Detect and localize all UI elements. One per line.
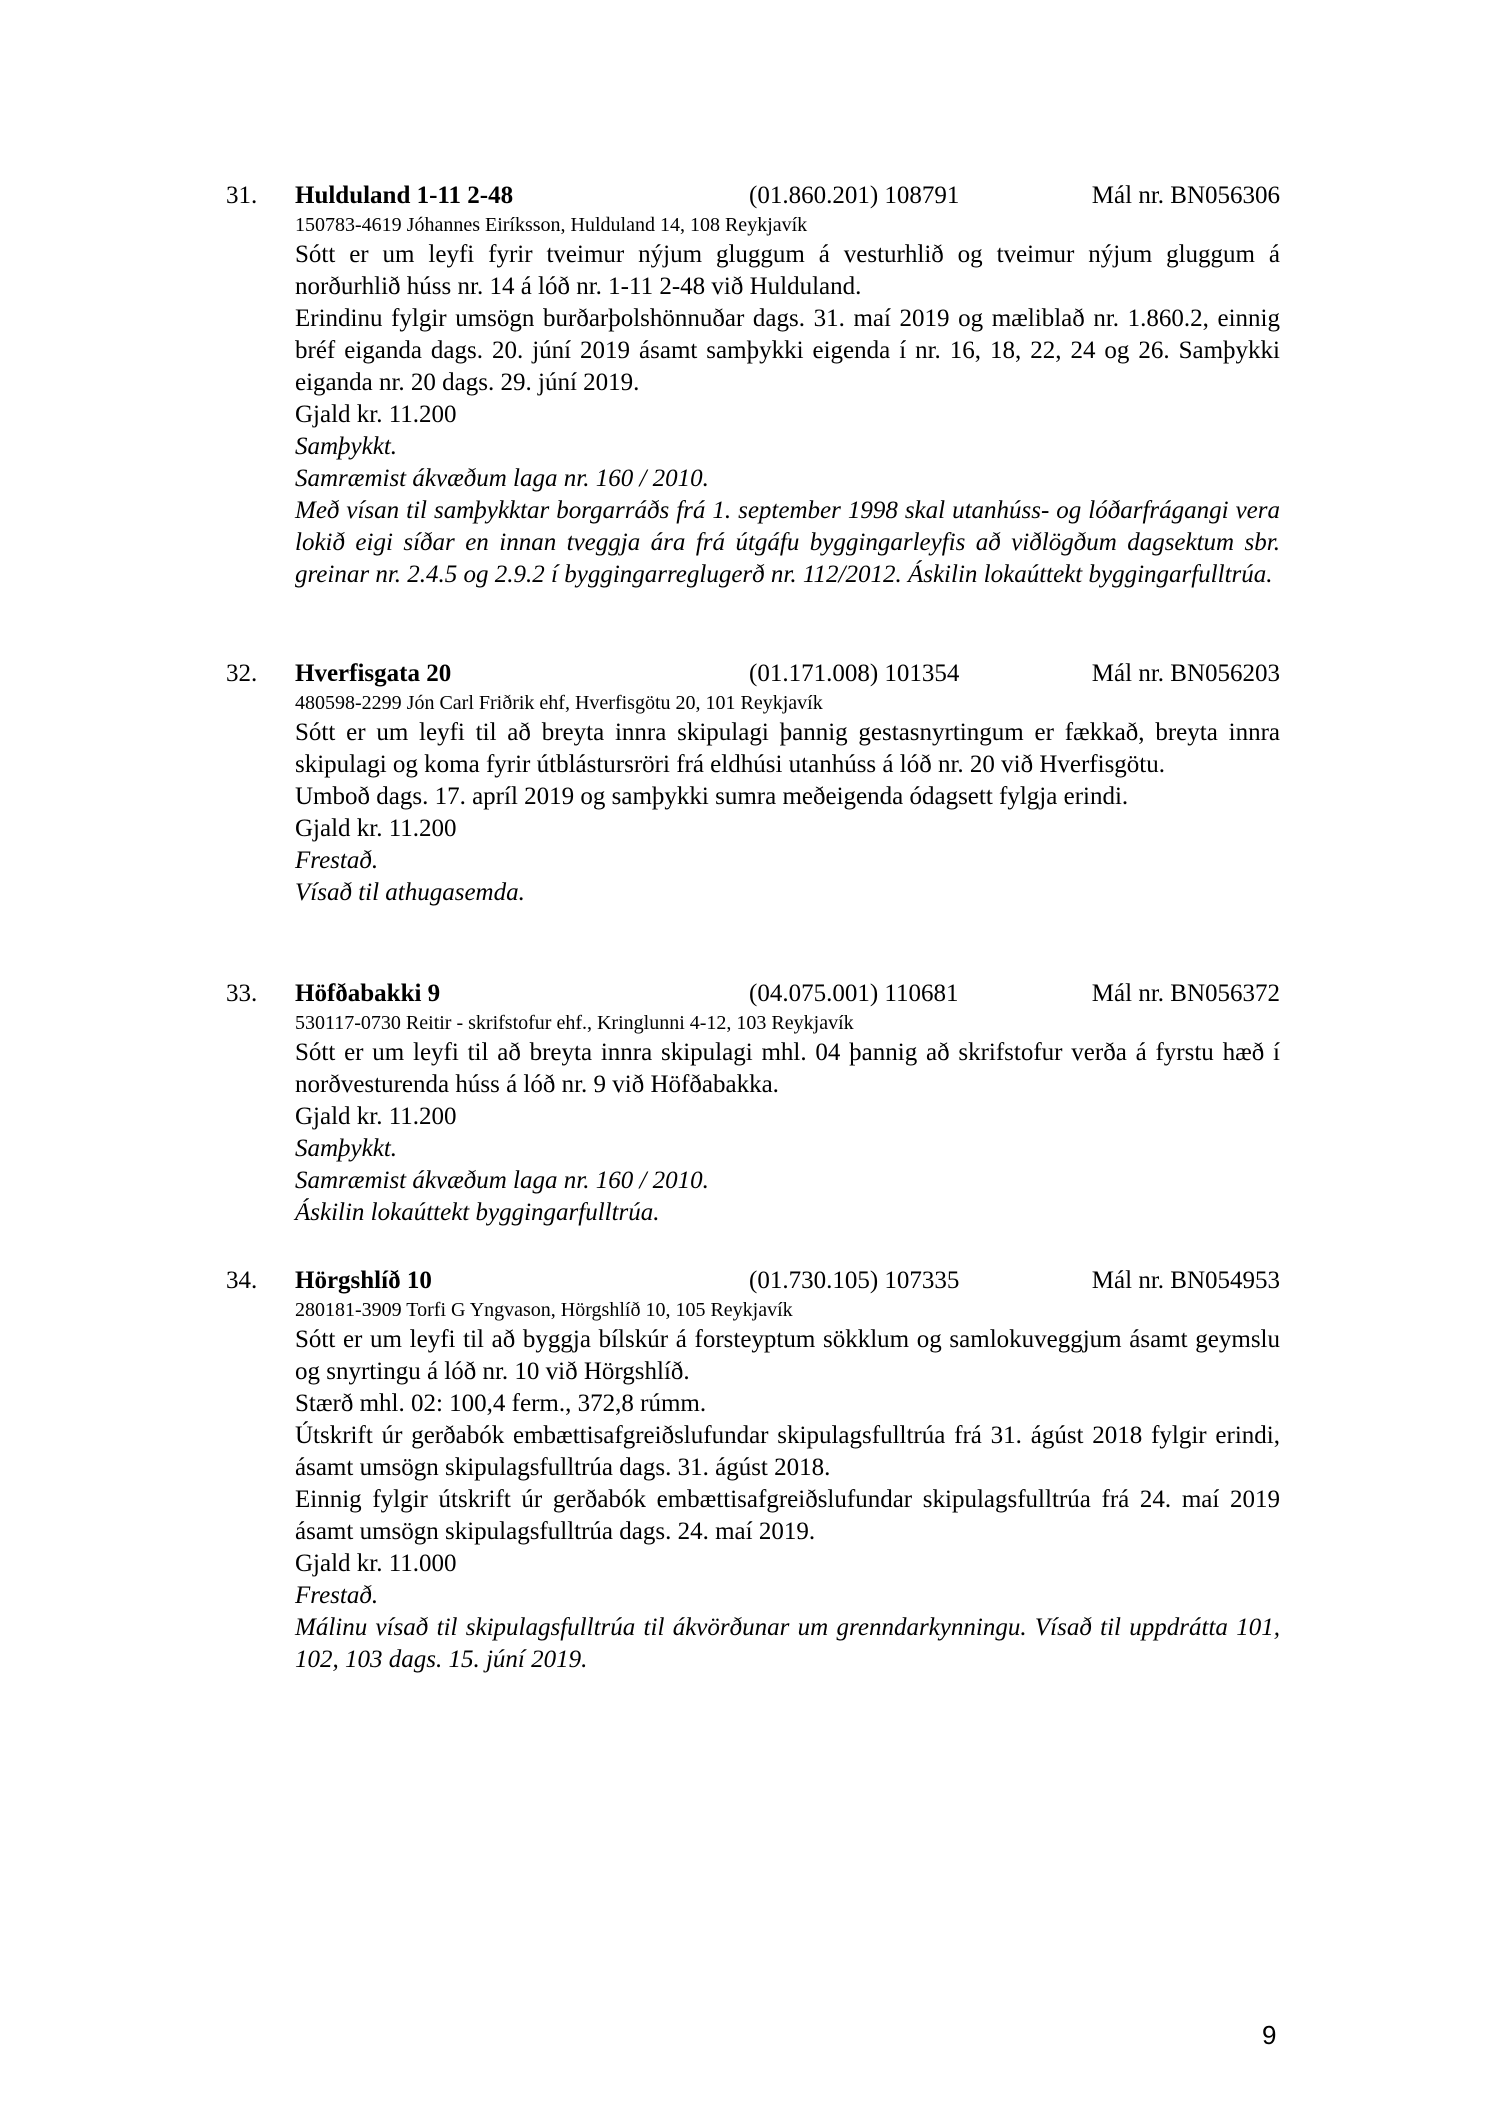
fee-line: Gjald kr. 11.000 [295, 1550, 457, 1577]
case-entry-31 [226, 180, 1280, 591]
case-address: Hörgshlíð 10 [295, 1267, 432, 1294]
case-header [226, 1265, 1280, 1297]
fee-line: Gjald kr. 11.200 [295, 815, 457, 842]
case-header [226, 658, 1280, 690]
case-body [295, 1297, 1280, 1676]
case-body [295, 1010, 1280, 1229]
decision-line: Áskilin lokaúttekt byggingarfulltrúa. [295, 1199, 660, 1226]
description-paragraph: Sótt er um leyfi fyrir tveimur nýjum gluggum á vesturhlið og tveimur nýjum gluggum á norðurhlið húss nr. 14 á lóð nr. 1-11 2-48 við Hulduland. [295, 241, 1280, 300]
decision-line: Samþykkt. [295, 433, 398, 460]
case-entry-34 [226, 1265, 1280, 1676]
attachments-paragraph: Einnig fylgir útskrift úr gerðabók embættisafgreiðslufundar skipulagsfulltrúa frá 24. maí 2019 ásamt umsögn skipulagsfulltrúa dags. 24. maí 2019. [295, 1486, 1280, 1545]
attachments-paragraph: Erindinu fylgir umsögn burðarþolshönnuðar dags. 31. maí 2019 og mæliblað nr. 1.860.2, einnig bréf eiganda dags. 20. júní 2019 ásamt samþykki eigenda í nr. 16, 18, 22, 24 og 26. Samþykki eiganda nr. 20 dags. 29. júní 2019. [295, 305, 1280, 396]
case-body [295, 690, 1280, 909]
case-address: Hverfisgata 20 [295, 660, 452, 687]
case-number: 34. [226, 1267, 258, 1294]
case-id: Mál nr. BN054953 [1091, 1267, 1280, 1294]
case-address: Höfðabakki 9 [295, 980, 441, 1007]
applicant-line: 480598-2299 Jón Carl Friðrik ehf, Hverfisgötu 20, 101 Reykjavík [295, 692, 823, 714]
case-body [295, 212, 1280, 591]
land-registry-number: (04.075.001) 110681 [749, 980, 959, 1007]
land-registry-number: (01.171.008) 101354 [749, 660, 960, 687]
applicant-line: 150783-4619 Jóhannes Eiríksson, Hulduland 14, 108 Reykjavík [295, 214, 808, 236]
description-paragraph: Sótt er um leyfi til að breyta innra skipulagi mhl. 04 þannig að skrifstofur verða á fyrstu hæð í norðvesturenda húss á lóð nr. 9 við Höfðabakka. [295, 1039, 1280, 1098]
decision-line: Frestað. [295, 1582, 379, 1609]
decision-line: Málinu vísað til skipulagsfulltrúa til ákvörðunar um grenndarkynningu. Vísað til uppdrátta 101, 102, 103 dags. 15. júní 2019. [295, 1614, 1280, 1673]
case-header [226, 978, 1280, 1010]
applicant-line: 280181-3909 Torfi G Yngvason, Hörgshlíð 10, 105 Reykjavík [295, 1299, 793, 1321]
case-number: 32. [226, 660, 258, 687]
case-number: 33. [226, 980, 258, 1007]
attachments-paragraph: Umboð dags. 17. apríl 2019 og samþykki sumra meðeigenda ódagsett fylgja erindi. [295, 783, 1129, 810]
decision-line: Samræmist ákvæðum laga nr. 160 / 2010. [295, 1167, 709, 1194]
case-entry-32 [226, 658, 1280, 909]
decision-line: Frestað. [295, 847, 379, 874]
case-id: Mál nr. BN056203 [1091, 660, 1280, 687]
land-registry-number: (01.730.105) 107335 [749, 1267, 960, 1294]
decision-line: Með vísan til samþykktar borgarráðs frá 1. september 1998 skal utanhúss- og lóðarfrágangi vera lokið eigi síðar en innan tveggja ára frá útgáfu byggingarleyfis að viðlögðum dagsektum sbr. greinar nr. 2.4.5 og 2.9.2 í byggingarreglugerð nr. 112/2012. Áskilin lokaúttekt byggingarfulltrúa. [295, 497, 1280, 588]
fee-line: Gjald kr. 11.200 [295, 401, 457, 428]
case-header [226, 180, 1280, 212]
description-paragraph: Sótt er um leyfi til að byggja bílskúr á forsteyptum sökklum og samlokuveggjum ásamt geymslu og snyrtingu á lóð nr. 10 við Hörgshlíð. [295, 1326, 1280, 1385]
case-id: Mál nr. BN056372 [1091, 980, 1280, 1007]
case-id: Mál nr. BN056306 [1091, 182, 1280, 209]
description-paragraph: Sótt er um leyfi til að breyta innra skipulagi þannig gestasnyrtingum er fækkað, breyta innra skipulagi og koma fyrir útblástursröri frá eldhúsi utanhúss á lóð nr. 20 við Hverfisgötu. [295, 719, 1280, 778]
applicant-line: 530117-0730 Reitir - skrifstofur ehf., Kringlunni 4-12, 103 Reykjavík [295, 1012, 854, 1034]
page-number: 9 [1262, 2020, 1277, 2050]
land-registry-number: (01.860.201) 108791 [749, 182, 960, 209]
decision-line: Samþykkt. [295, 1135, 398, 1162]
decision-line: Vísað til athugasemda. [295, 879, 525, 906]
case-address: Hulduland 1-11 2-48 [295, 182, 514, 209]
attachments-paragraph: Útskrift úr gerðabók embættisafgreiðslufundar skipulagsfulltrúa frá 31. ágúst 2018 fylgir erindi, ásamt umsögn skipulagsfulltrúa dags. 31. ágúst 2018. [295, 1422, 1280, 1481]
size-line: Stærð mhl. 02: 100,4 ferm., 372,8 rúmm. [295, 1390, 707, 1417]
decision-line: Samræmist ákvæðum laga nr. 160 / 2010. [295, 465, 709, 492]
case-number: 31. [226, 182, 258, 209]
case-entry-33 [226, 978, 1280, 1229]
fee-line: Gjald kr. 11.200 [295, 1103, 457, 1130]
